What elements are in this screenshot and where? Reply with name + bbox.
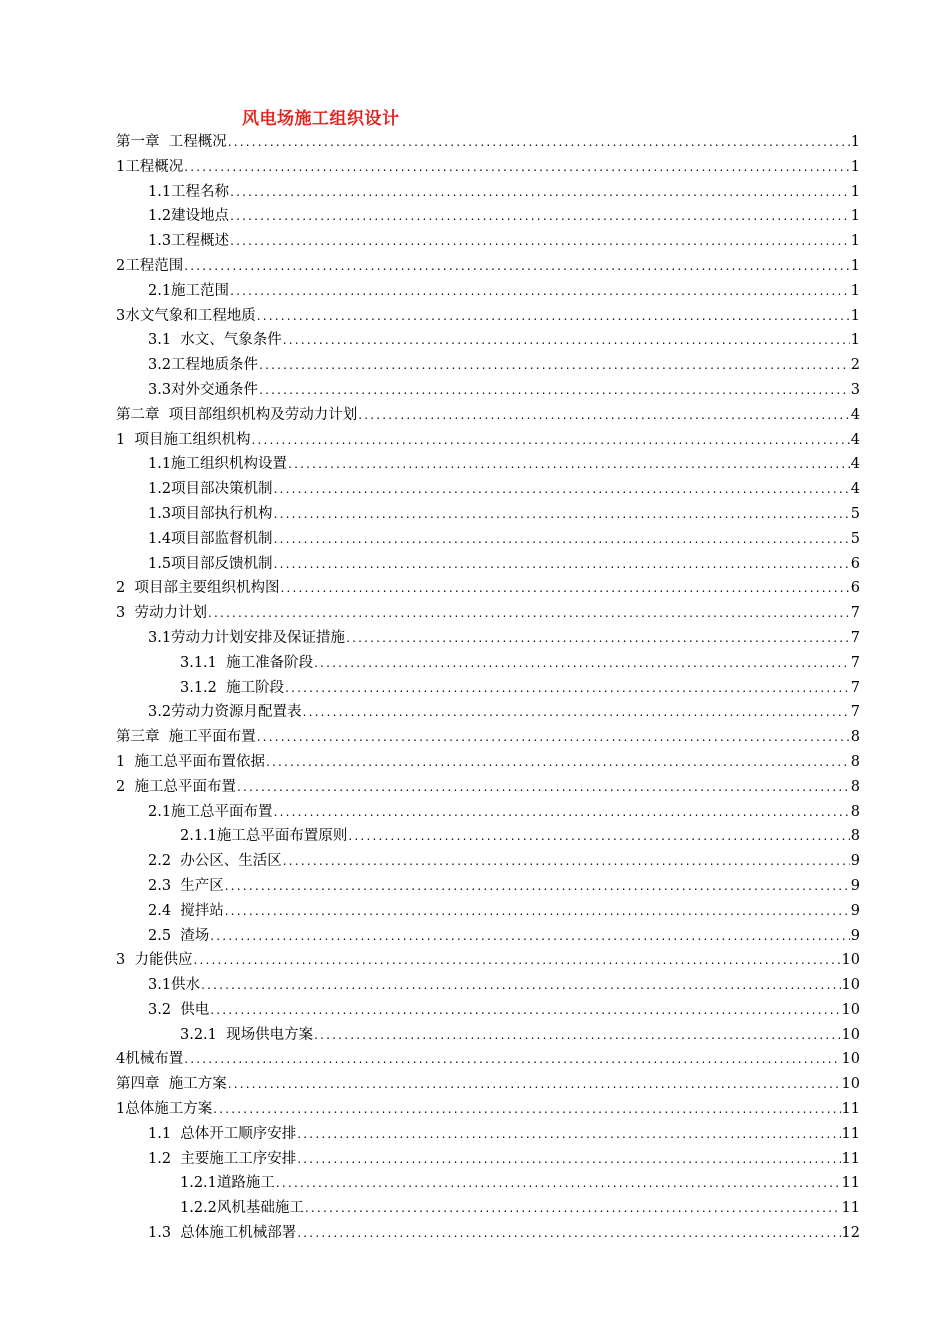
toc-entry-page-number: 1 [850,282,860,299]
toc-entry-label: 3.3对外交通条件 [148,381,259,398]
toc-entry-label: 1.2.2风机基础施工 [180,1200,304,1217]
toc-entry-label: 3.1.2 施工阶段 [180,679,285,696]
toc-entry[interactable] [116,676,860,701]
toc-dot-leader [184,1047,840,1072]
toc-dot-leader [230,204,850,229]
toc-dot-leader [276,1171,841,1196]
toc-entry-label: 1 施工总平面布置依据 [116,753,265,770]
toc-entry[interactable] [116,899,860,924]
toc-entry-page-number: 9 [850,877,860,894]
toc-entry[interactable] [116,403,860,428]
toc-entry[interactable] [116,279,860,304]
toc-entry[interactable] [116,378,860,403]
toc-entry-label: 1.5项目部反馈机制 [148,555,273,572]
toc-entry[interactable] [116,700,860,725]
toc-entry[interactable] [116,626,860,651]
toc-entry-label: 2.1.1施工总平面布置原则 [180,828,348,845]
toc-entry-label: 1.3工程概述 [148,233,230,250]
toc-entry-label: 1总体施工方案 [116,1101,213,1118]
table-of-contents [116,130,860,1246]
toc-entry[interactable] [116,973,860,998]
toc-entry-label: 1.1施工组织机构设置 [148,456,288,473]
toc-entry[interactable] [116,576,860,601]
toc-entry[interactable] [116,180,860,205]
toc-entry-page-number: 10 [841,1076,860,1093]
toc-entry[interactable] [116,204,860,229]
toc-entry-label: 3 力能供应 [116,952,193,969]
toc-entry-page-number: 10 [841,1001,860,1018]
toc-entry-label: 2.2 办公区、生活区 [148,853,282,870]
toc-dot-leader [230,279,850,304]
toc-dot-leader [237,775,850,800]
toc-entry[interactable] [116,725,860,750]
toc-entry-label: 第一章 工程概况 [116,134,227,150]
toc-entry[interactable] [116,1171,860,1196]
toc-entry[interactable] [116,254,860,279]
toc-entry-label: 1.1 总体开工顺序安排 [148,1125,297,1142]
toc-entry-label: 2工程范围 [116,257,184,274]
toc-entry-label: 1.4项目部监督机制 [148,530,273,547]
toc-entry-page-number: 7 [850,654,860,671]
toc-entry-label: 2 项目部主要组织机构图 [116,580,280,597]
toc-entry-page-number: 1 [850,233,860,250]
toc-entry-label: 1工程概况 [116,158,184,175]
toc-dot-leader [210,998,840,1023]
toc-dot-leader [280,576,849,601]
toc-entry[interactable] [116,1072,860,1097]
toc-entry-label: 1.3项目部执行机构 [148,505,273,522]
toc-entry-page-number: 1 [850,134,860,150]
toc-entry-label: 3.2劳动力资源月配置表 [148,704,302,721]
toc-entry-page-number: 7 [850,679,860,696]
toc-entry-label: 2.4 搅拌站 [148,902,224,919]
toc-entry-page-number: 8 [850,778,860,795]
toc-entry[interactable] [116,552,860,577]
toc-entry-label: 2.5 渣场 [148,927,210,944]
toc-entry[interactable] [116,527,860,552]
toc-entry-page-number: 4 [850,456,860,473]
toc-dot-leader [346,626,850,651]
toc-entry[interactable] [116,750,860,775]
toc-entry-page-number: 5 [850,505,860,522]
toc-entry-page-number: 10 [841,1026,860,1043]
toc-entry-label: 1.2 主要施工工序安排 [148,1150,297,1167]
toc-entry-page-number: 11 [841,1175,860,1192]
toc-entry-page-number: 10 [841,977,860,994]
toc-dot-leader [297,1122,840,1147]
toc-dot-leader [274,527,850,552]
toc-entry-label: 3.2工程地质条件 [148,357,259,374]
toc-entry[interactable] [116,1097,860,1122]
toc-entry-page-number: 10 [841,952,860,969]
toc-entry-label: 4机械布置 [116,1051,184,1068]
toc-entry[interactable] [116,1221,860,1246]
toc-entry-page-number: 5 [850,530,860,547]
toc-entry-label: 1.1工程名称 [148,183,230,200]
toc-entry[interactable] [116,948,860,973]
toc-dot-leader [230,180,850,205]
toc-dot-leader [283,328,850,353]
toc-entry-label: 第三章 施工平面布置 [116,729,256,746]
toc-entry-page-number: 8 [850,753,860,770]
toc-dot-leader [288,452,850,477]
toc-entry[interactable] [116,1023,860,1048]
toc-dot-leader [228,130,850,155]
toc-entry-page-number: 1 [850,332,860,349]
toc-dot-leader [228,1072,841,1097]
toc-entry-page-number: 1 [850,158,860,175]
toc-entry-label: 3水文气象和工程地质 [116,307,256,324]
toc-entry-label: 1.3 总体施工机械部署 [148,1225,297,1242]
toc-dot-leader [259,378,850,403]
toc-entry-label: 2.1施工范围 [148,282,230,299]
toc-entry[interactable] [116,874,860,899]
toc-entry-label: 2.1施工总平面布置 [148,803,273,820]
toc-entry[interactable] [116,502,860,527]
toc-entry-page-number: 12 [841,1225,860,1242]
document-title: 风电场施工组织设计 [242,109,400,129]
toc-entry-label: 3.2 供电 [148,1001,210,1018]
toc-entry-label: 1.2建设地点 [148,208,230,225]
toc-entry-label: 1 项目施工组织机构 [116,431,251,448]
toc-dot-leader [257,304,850,329]
toc-dot-leader [274,477,850,502]
toc-entry[interactable] [116,651,860,676]
toc-entry-page-number: 6 [850,555,860,572]
toc-entry-page-number: 4 [850,406,860,423]
toc-dot-leader [230,229,850,254]
toc-entry-page-number: 1 [850,183,860,200]
toc-dot-leader [348,824,849,849]
toc-entry[interactable] [116,924,860,949]
toc-dot-leader [257,725,850,750]
toc-entry-label: 1.2.1道路施工 [180,1175,275,1192]
toc-entry-label: 2 施工总平面布置 [116,778,236,795]
toc-dot-leader [285,676,850,701]
toc-entry-page-number: 8 [850,729,860,746]
toc-entry-page-number: 11 [841,1200,860,1217]
toc-entry-page-number: 3 [850,381,860,398]
toc-dot-leader [210,924,849,949]
toc-dot-leader [259,353,850,378]
toc-dot-leader [314,651,850,676]
toc-entry[interactable] [116,1147,860,1172]
toc-entry-page-number: 1 [850,208,860,225]
toc-dot-leader [358,403,850,428]
toc-entry-label: 2.3 生产区 [148,877,224,894]
toc-dot-leader [184,155,850,180]
toc-entry-page-number: 9 [850,902,860,919]
toc-dot-leader [274,552,850,577]
toc-entry[interactable] [116,800,860,825]
toc-entry-page-number: 11 [841,1101,860,1118]
toc-entry-page-number: 1 [850,307,860,324]
toc-entry-label: 3.1 水文、气象条件 [148,332,282,349]
toc-entry-label: 3.1.1 施工准备阶段 [180,654,314,671]
toc-entry[interactable] [116,304,860,329]
toc-entry[interactable] [116,353,860,378]
toc-entry-page-number: 7 [850,704,860,721]
toc-dot-leader [201,973,840,998]
toc-entry-label: 第四章 施工方案 [116,1076,227,1093]
toc-entry-label: 1.2项目部决策机制 [148,481,273,498]
toc-entry[interactable] [116,428,860,453]
toc-entry-page-number: 10 [841,1051,860,1068]
toc-dot-leader [283,849,850,874]
toc-dot-leader [297,1147,840,1172]
toc-entry-page-number: 11 [841,1150,860,1167]
toc-entry-page-number: 2 [850,357,860,374]
toc-entry-page-number: 6 [850,580,860,597]
toc-entry[interactable] [116,849,860,874]
toc-entry-label: 第二章 项目部组织机构及劳动力计划 [116,406,358,423]
toc-entry-page-number: 4 [850,481,860,498]
toc-entry-page-number: 11 [841,1125,860,1142]
toc-dot-leader [193,948,840,973]
toc-entry[interactable] [116,452,860,477]
toc-entry[interactable] [116,229,860,254]
toc-dot-leader [213,1097,840,1122]
toc-entry[interactable] [116,1122,860,1147]
toc-dot-leader [274,800,850,825]
toc-dot-leader [314,1023,840,1048]
toc-entry-label: 3.1劳动力计划安排及保证措施 [148,629,346,646]
toc-entry-page-number: 4 [850,431,860,448]
toc-entry-page-number: 8 [850,803,860,820]
toc-entry[interactable] [116,1196,860,1221]
toc-entry-label: 3 劳动力计划 [116,605,207,622]
toc-dot-leader [251,428,849,453]
toc-entry[interactable] [116,775,860,800]
toc-entry[interactable] [116,477,860,502]
toc-entry[interactable] [116,824,860,849]
toc-dot-leader [305,1196,841,1221]
toc-entry-label: 3.1供水 [148,977,201,994]
toc-entry[interactable] [116,130,860,155]
toc-dot-leader [266,750,850,775]
toc-entry[interactable] [116,998,860,1023]
toc-entry-label: 3.2.1 现场供电方案 [180,1026,314,1043]
toc-dot-leader [184,254,850,279]
toc-entry[interactable] [116,1047,860,1072]
toc-dot-leader [208,601,850,626]
toc-entry[interactable] [116,328,860,353]
toc-entry-page-number: 7 [850,605,860,622]
toc-dot-leader [274,502,850,527]
toc-dot-leader [297,1221,840,1246]
toc-dot-leader [225,874,850,899]
toc-entry-page-number: 8 [850,828,860,845]
toc-dot-leader [225,899,850,924]
toc-entry[interactable] [116,601,860,626]
toc-entry-page-number: 7 [850,629,860,646]
toc-entry[interactable] [116,155,860,180]
toc-entry-page-number: 9 [850,927,860,944]
toc-entry-page-number: 9 [850,853,860,870]
toc-dot-leader [303,700,850,725]
toc-entry-page-number: 1 [850,257,860,274]
